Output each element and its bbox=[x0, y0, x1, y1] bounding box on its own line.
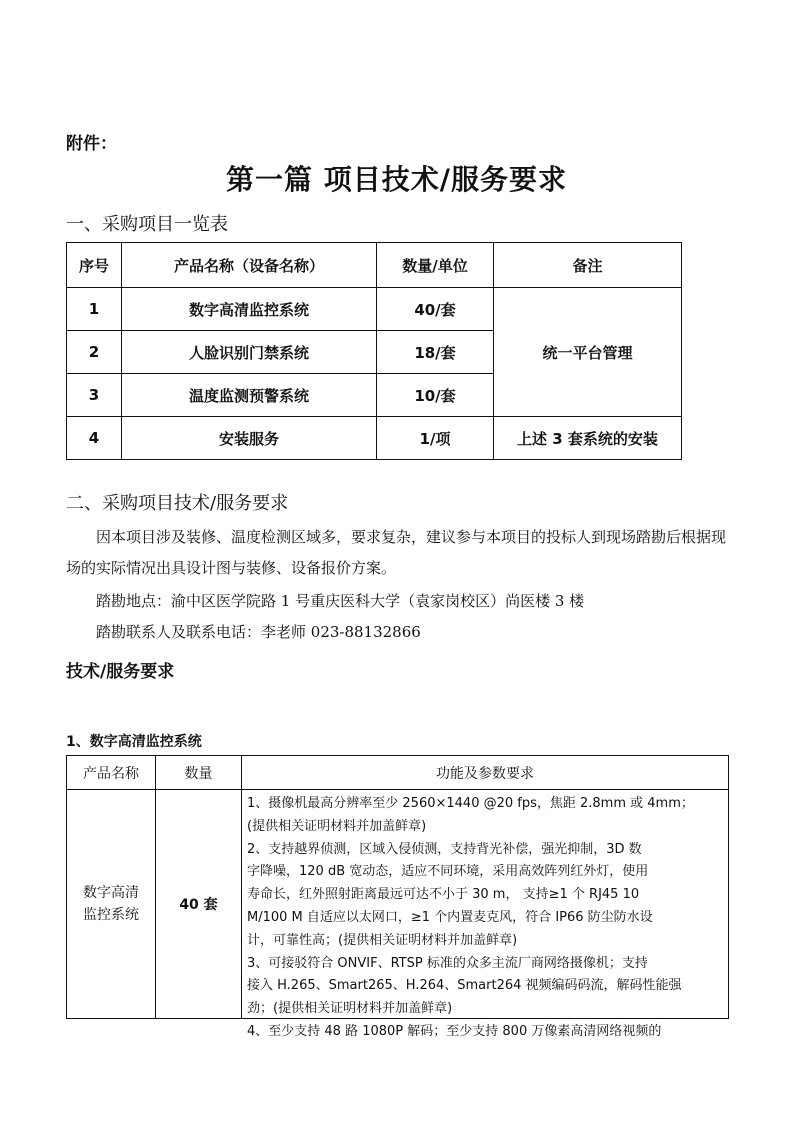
requirement-line: M/100 M 自适应以太网口，≥1 个内置麦克风，符合 IP66 防尘防水设 bbox=[247, 909, 653, 925]
qty-cell: 40 套 bbox=[156, 790, 242, 1019]
procurement-table bbox=[66, 242, 682, 460]
requirement-line: 字降噪，120 dB 宽动态，适应不同环境，采用高效阵列红外灯，使用 bbox=[247, 864, 649, 880]
row-name: 人脸识别门禁系统 bbox=[122, 331, 377, 374]
spec-table bbox=[66, 755, 729, 1039]
row-name: 安装服务 bbox=[122, 417, 377, 460]
requirement-line: 1、摄像机最高分辨率至少 2560×1440 @20 fps，焦距 2.8mm 或 4mm； bbox=[247, 796, 694, 811]
survey-location: 踏勘地点：渝中区医学院路 1 号重庆医科大学（袁家岗校区）尚医楼 3 楼 bbox=[96, 592, 585, 610]
row-note: 上述 3 套系统的安装 bbox=[494, 417, 682, 460]
row-qty: 40/套 bbox=[377, 288, 494, 331]
row-qty: 18/套 bbox=[377, 331, 494, 374]
row-qty: 1/项 bbox=[377, 417, 494, 460]
requirement-line: 3、可接驳符合 ONVIF、RTSP 标准的众多主流厂商网络摄像机；支持 bbox=[247, 955, 648, 971]
table-row bbox=[67, 790, 729, 1019]
subsection1-title: 1、数字高清监控系统 bbox=[66, 734, 202, 750]
attachment-label: 附件： bbox=[66, 134, 117, 154]
table-row bbox=[67, 288, 682, 331]
row-name: 温度监测预警系统 bbox=[122, 374, 377, 417]
header-qty: 数量 bbox=[156, 756, 242, 790]
header-product: 产品名称 bbox=[67, 756, 156, 790]
requirement-line: 计，可靠性高；(提供相关证明材料并加盖鲜章) bbox=[247, 932, 518, 948]
product-name-cell bbox=[67, 790, 156, 1019]
table-header-row bbox=[67, 756, 729, 790]
requirement-line: 寿命长，红外照射距离最远可达不小于 30 m， 支持≥1 个 RJ45 10 bbox=[247, 887, 640, 903]
tech-title: 技术/服务要求 bbox=[66, 662, 175, 682]
row-no: 4 bbox=[67, 417, 122, 460]
row-qty: 10/套 bbox=[377, 374, 494, 417]
requirements-cell bbox=[242, 790, 729, 1039]
header-note: 备注 bbox=[494, 243, 682, 288]
table-header-row bbox=[67, 243, 682, 288]
header-name: 产品名称（设备名称） bbox=[122, 243, 377, 288]
requirement-line: 接入 H.265、Smart265、H.264、Smart264 视频编码码流，解码性能强 bbox=[247, 978, 682, 994]
header-no: 序号 bbox=[67, 243, 122, 288]
section2-title: 二、采购项目技术/服务要求 bbox=[66, 493, 289, 514]
header-requirements: 功能及参数要求 bbox=[242, 756, 729, 790]
main-title: 第一篇 项目技术/服务要求 bbox=[226, 163, 567, 196]
product-name-line2: 监控系统 bbox=[83, 907, 139, 923]
product-name-line1: 数字高清 bbox=[83, 885, 139, 901]
survey-contact: 踏勘联系人及联系电话：李老师 023-88132866 bbox=[96, 623, 421, 641]
table-row bbox=[67, 417, 682, 460]
row-no: 1 bbox=[67, 288, 122, 331]
merged-note: 统一平台管理 bbox=[494, 288, 682, 417]
requirement-line: 2、支持越界侦测，区域入侵侦测，支持背光补偿，强光抑制，3D 数 bbox=[247, 841, 642, 857]
header-qty: 数量/单位 bbox=[377, 243, 494, 288]
requirement-line: 劲；(提供相关证明材料并加盖鲜章) bbox=[247, 1001, 453, 1017]
row-name: 数字高清监控系统 bbox=[122, 288, 377, 331]
requirement-line: 4、至少支持 48 路 1080P 解码；至少支持 800 万像素高清网络视频的 bbox=[247, 1023, 662, 1039]
requirement-line: (提供相关证明材料并加盖鲜章) bbox=[247, 818, 427, 834]
intro-paragraph: 因本项目涉及装修、温度检测区域多，要求复杂，建议参与本项目的投标人到现场踏勘后根据现场的实际情况出具设计图与装修、设备报价方案。 bbox=[66, 528, 727, 577]
row-no: 2 bbox=[67, 331, 122, 374]
section1-title: 一、采购项目一览表 bbox=[66, 214, 228, 235]
row-no: 3 bbox=[67, 374, 122, 417]
